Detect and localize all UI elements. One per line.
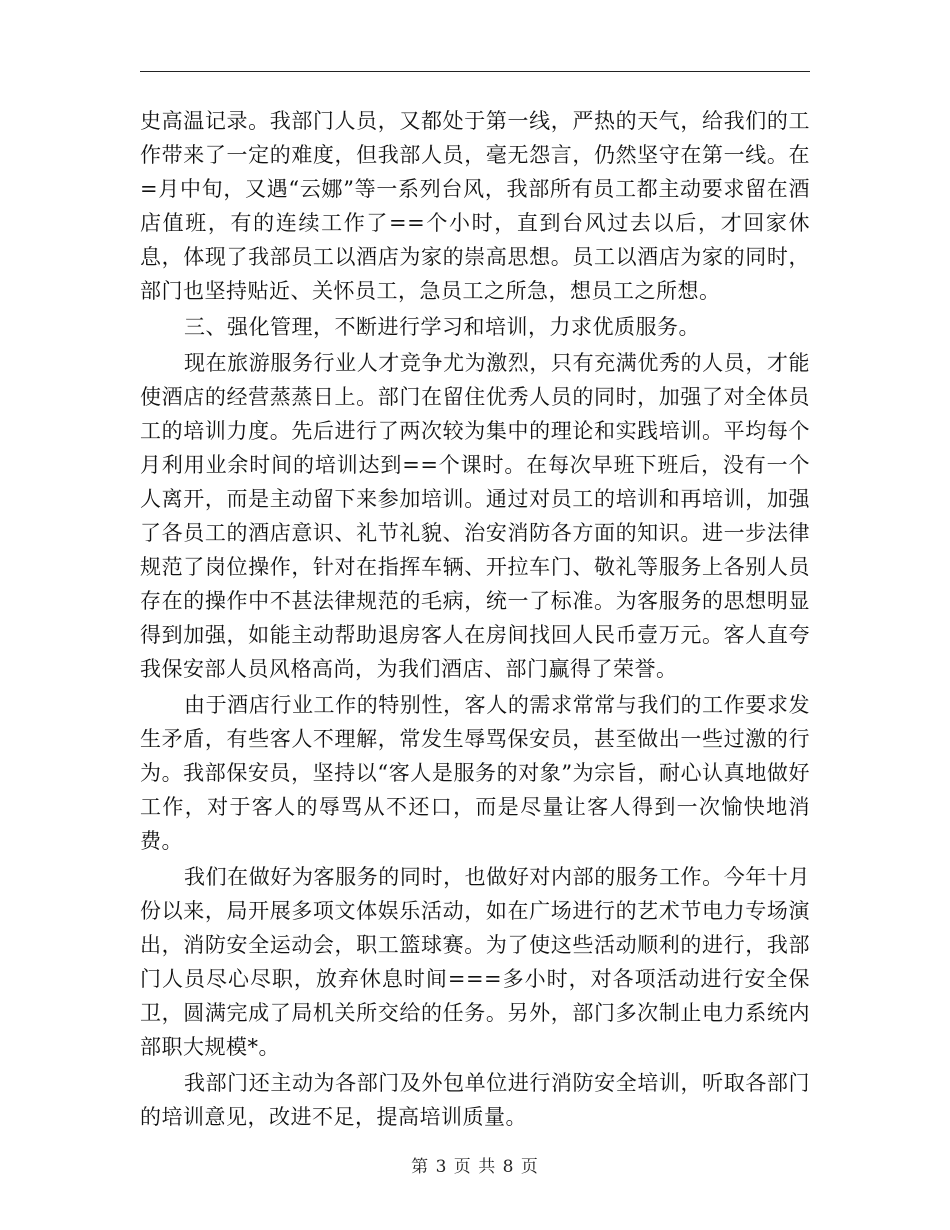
paragraph-2-heading: 三、强化管理，不断进行学习和培训，力求优质服务。 — [184, 315, 700, 339]
page-number: 第 3 页 共 8 页 — [411, 1157, 539, 1177]
header-rule — [140, 71, 810, 72]
document-body — [140, 104, 810, 1134]
paragraph-6: 我部门还主动为各部门及外包单位进行消防安全培训，听取各部门的培训意见，改进不足，提高培训质量。 — [140, 1071, 810, 1129]
paragraph-1: 史高温记录。我部门人员，又都处于第一线，严热的天气，给我们的工作带来了一定的难度，但我部人员，毫无怨言，仍然坚守在第一线。在=月中旬，又遇“云娜”等一系列台风，我部所有员工都主动要求留在酒店值班，有的连续工作了==个小时，直到台风过去以后，才回家休息，体现了我部员工以酒店为家的崇高思想。员工以酒店为家的同时，部门也坚持贴近、关怀员工，急员工之所急，想员工之所想。 — [140, 109, 810, 303]
paragraph-5: 我们在做好为客服务的同时，也做好对内部的服务工作。今年十月份以来，局开展多项文体娱乐活动，如在广场进行的艺术节电力专场演出，消防安全运动会，职工篮球赛。为了使这些活动顺利的进行，我部门人员尽心尽职，放弃休息时间===多小时，对各项活动进行安全保卫，圆满完成了局机关所交给的任务。另外，部门多次制止电力系统内部职大规模*。 — [140, 865, 810, 1059]
paragraph-4: 由于酒店行业工作的特别性，客人的需求常常与我们的工作要求发生矛盾，有些客人不理解，常发生辱骂保安员，甚至做出一些过激的行为。我部保安员，坚持以“客人是服务的对象”为宗旨，耐心认真地做好工作，对于客人的辱骂从不还口，而是尽量让客人得到一次愉快地消费。 — [140, 693, 810, 853]
paragraph-3: 现在旅游服务行业人才竞争尤为激烈，只有充满优秀的人员，才能使酒店的经营蒸蒸日上。部门在留住优秀人员的同时，加强了对全体员工的培训力度。先后进行了两次较为集中的理论和实践培训。平均每个月利用业余时间的培训达到==个课时。在每次早班下班后，没有一个人离开，而是主动留下来参加培训。通过对员工的培训和再培训，加强了各员工的酒店意识、礼节礼貌、治安消防各方面的知识。进一步法律规范了岗位操作，针对在指挥车辆、开拉车门、敬礼等服务上各别人员存在的操作中不甚法律规范的毛病，统一了标准。为客服务的思想明显得到加强，如能主动帮助退房客人在房间找回人民币壹万元。客人直夸我保安部人员风格高尚，为我们酒店、部门赢得了荣誉。 — [140, 351, 810, 681]
